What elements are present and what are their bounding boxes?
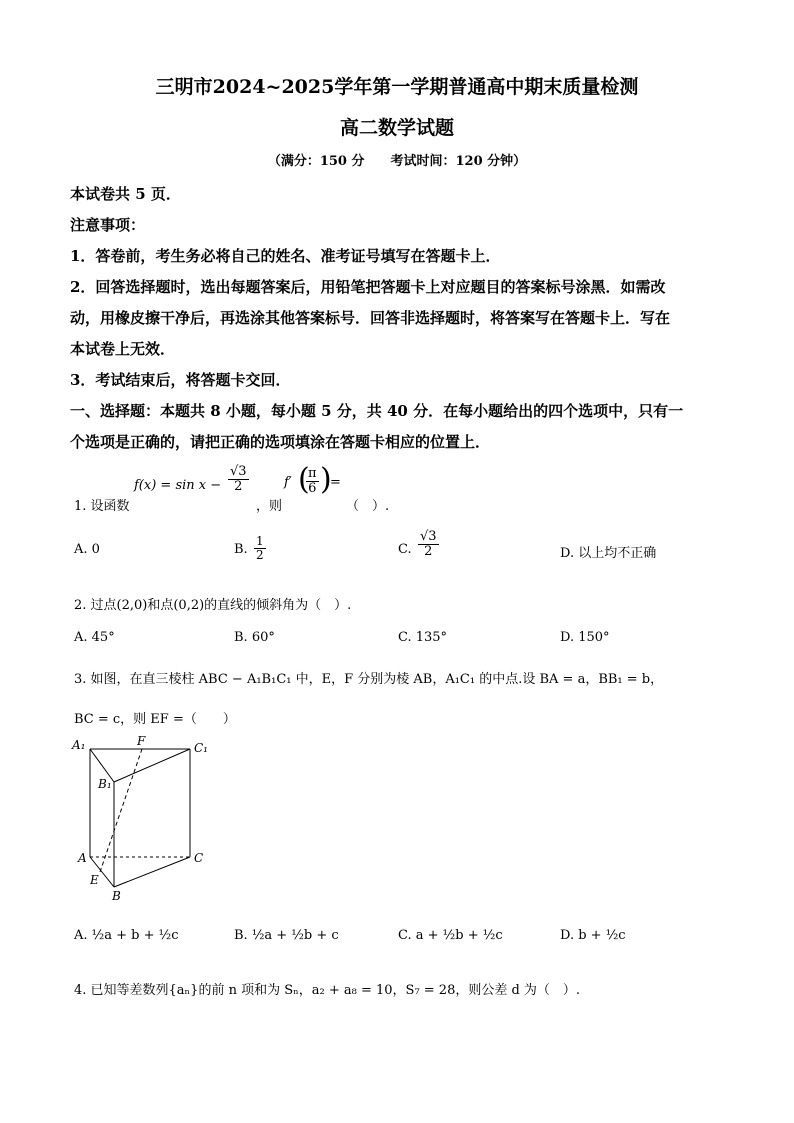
q1-option-b-frac [254, 535, 266, 562]
q1-option-b-den: 2 [256, 548, 264, 563]
q2-option-c: C. 135° [398, 630, 448, 645]
q1-pi-fraction [306, 467, 319, 497]
q3-option-c: C. a + ½b + ½c [398, 928, 503, 943]
q1-function: f(x) = sin x − [134, 478, 222, 493]
q1-then: ，则 [256, 499, 283, 514]
note-item-3: 3．考试结束后，将答题卡交回． [70, 371, 291, 389]
q4-text: 4. 已知等差数列{aₙ}的前 n 项和为 Sₙ，a₂ + a₈ = 10，S₇ = 28，则公差 d 为（ ）. [74, 983, 581, 998]
q1-pi-num: π [308, 466, 317, 481]
q1-option-b-label: B. [234, 542, 248, 557]
prism-figure [70, 732, 220, 907]
note-item-2-line-1: 2．回答选择题时，选出每题答案后，用铅笔把答题卡上对应题目的答案标号涂黑．如需改 [70, 278, 666, 296]
q1-option-c-label: C. [398, 542, 412, 557]
label-b1: B₁ [98, 777, 112, 791]
label-f: F [137, 734, 146, 748]
q1-fraction-den: 2 [234, 479, 243, 495]
q1-pi-den: 6 [308, 481, 317, 497]
label-e: E [90, 873, 99, 887]
q1-derivative: f′ [284, 475, 292, 490]
q1-paren-open: ( [298, 462, 310, 497]
q1-option-c-frac [418, 530, 439, 560]
q2-option-d: D. 150° [560, 630, 610, 645]
q1-paren-close: ) [320, 462, 332, 497]
q3-option-d: D. b + ½c [560, 928, 626, 943]
notes-heading: 注意事项： [70, 216, 146, 234]
label-c1: C₁ [194, 741, 208, 755]
q1-option-a: A. 0 [74, 542, 100, 557]
q1-option-d: D. 以上均不正确 [560, 546, 657, 561]
note-item-2-line-3: 本试卷上无效． [70, 340, 176, 358]
label-a: A [78, 851, 87, 865]
exam-info: （满分：150 分 考试时间：120 分钟） [267, 154, 527, 169]
q2-option-b: B. 60° [234, 630, 275, 645]
q1-equals: = [330, 475, 341, 490]
exam-title: 三明市2024~2025学年第一学期普通高中期末质量检测 [155, 76, 639, 98]
page-count: 本试卷共 5 页． [70, 185, 181, 203]
q3-line-1: 3. 如图，在直三棱柱 ABC − A₁B₁C₁ 中，E，F 分别为棱 AB，A₁C₁ 的中点.设 BA = a，BB₁ = b， [74, 672, 664, 687]
q3-option-b: B. ½a + ½b + c [234, 928, 339, 943]
label-a1: A₁ [72, 738, 86, 752]
section-1-line-2: 个选项是正确的，请把正确的选项填涂在答题卡相应的位置上． [70, 433, 491, 451]
note-item-2-line-2: 动，用橡皮擦干净后，再选涂其他答案标号．回答非选择题时，将答案写在答题卡上．写在 [70, 309, 671, 327]
segment-ef [100, 749, 142, 872]
q1-option-b-num: 1 [256, 534, 264, 548]
q1-prefix: 1. 设函数 [74, 499, 130, 514]
q1-fraction [228, 465, 249, 495]
label-c: C [194, 851, 204, 865]
edge-b1-c1 [114, 749, 190, 782]
q3-option-a: A. ½a + b + ½c [74, 928, 179, 943]
q3-line-2: BC = c，则 EF =（ ） [74, 712, 236, 727]
exam-subtitle: 高二数学试题 [339, 117, 454, 139]
label-b: B [112, 889, 121, 903]
section-1-line-1: 一、选择题：本题共 8 小题，每小题 5 分，共 40 分．在每小题给出的四个选项中，只有一 [70, 402, 684, 420]
q1-option-c-num: √3 [420, 529, 437, 544]
q2-text: 2. 过点(2,0)和点(0,2)的直线的倾斜角为（ ）. [74, 598, 352, 613]
edge-b-c [114, 857, 190, 887]
note-item-1: 1．答卷前，考生务必将自己的姓名、准考证号填写在答题卡上． [70, 247, 501, 265]
q1-answer-paren: （ ）. [346, 499, 390, 514]
q2-option-a: A. 45° [74, 630, 115, 645]
q1-option-c-den: 2 [424, 544, 433, 560]
q1-fraction-num: √3 [230, 464, 247, 479]
